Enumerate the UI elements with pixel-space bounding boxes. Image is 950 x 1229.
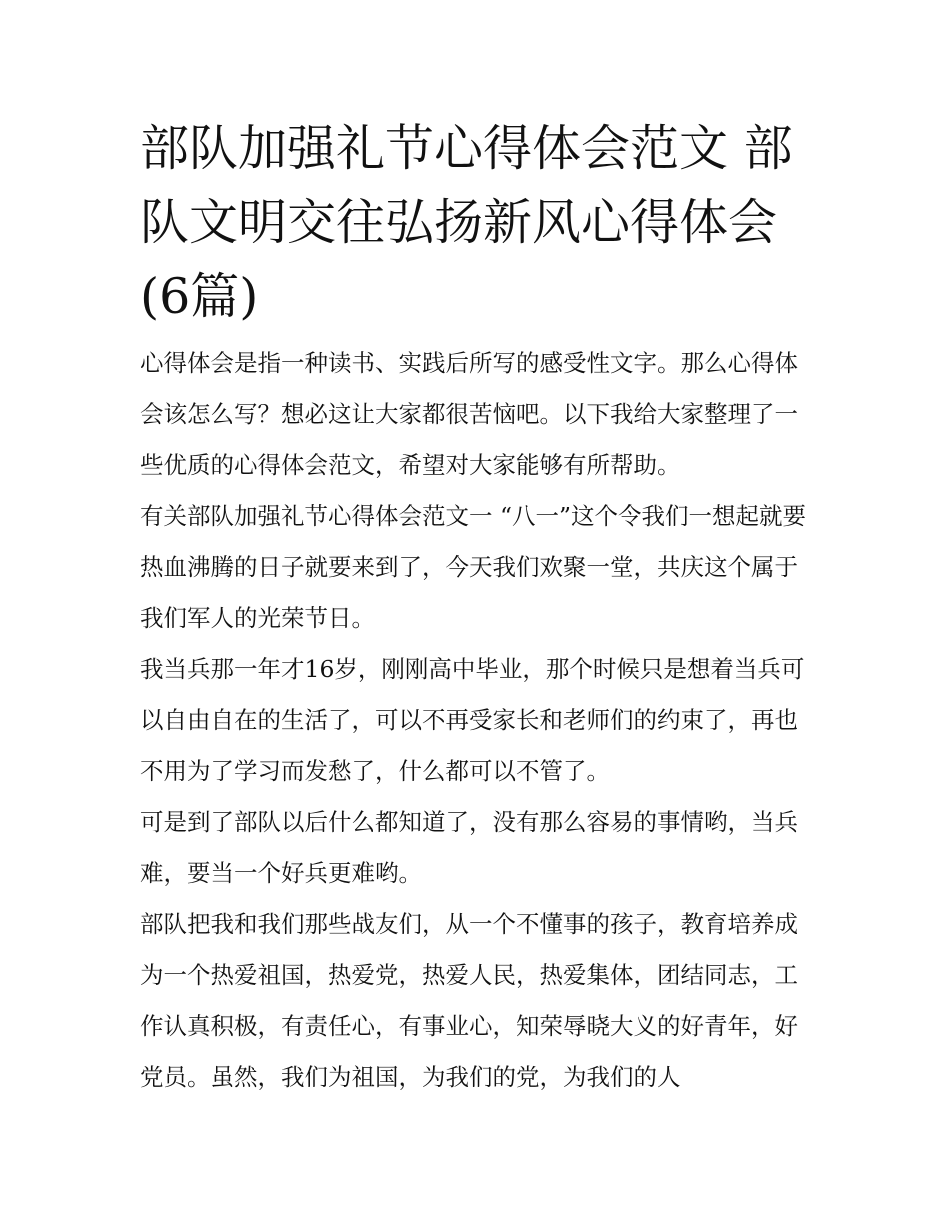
document-title: 部队加强礼节心得体会范文 部队文明交往弘扬新风心得体会(6篇) [140, 120, 793, 325]
paragraph-essay-opening: 有关部队加强礼节心得体会范文一 “八一”这个令我们一想起就要热血沸腾的日子就要来到了，今天我们欢聚一堂，共庆这个属于我们军人的光荣节日。 [140, 502, 806, 632]
document-body [140, 112, 816, 1103]
paragraph-enlistment: 我当兵那一年才16岁，刚刚高中毕业，那个时候只是想着当兵可以自由自在的生活了，可以不再受家长和老师们的约束了，再也不用为了学习而发愁了，什么都可以不管了。 [140, 655, 805, 785]
paragraph-hardship: 可是到了部队以后什么都知道了，没有那么容易的事情哟，当兵难，要当一个好兵更难哟。 [140, 808, 798, 887]
paragraph-growth: 部队把我和我们那些战友们，从一个不懂事的孩子，教育培养成为一个热爱祖国，热爱党，热爱人民，热爱集体，团结同志，工作认真积极，有责任心，有事业心，知荣辱晓大义的好青年，好党员。虽然，我们为祖国，为我们的党，为我们的人 [140, 910, 798, 1091]
paragraph-intro: 心得体会是指一种读书、实践后所写的感受性文字。那么心得体会该怎么写？想必这让大家都很苦恼吧。以下我给大家整理了一些优质的心得体会范文，希望对大家能够有所帮助。 [140, 349, 798, 479]
